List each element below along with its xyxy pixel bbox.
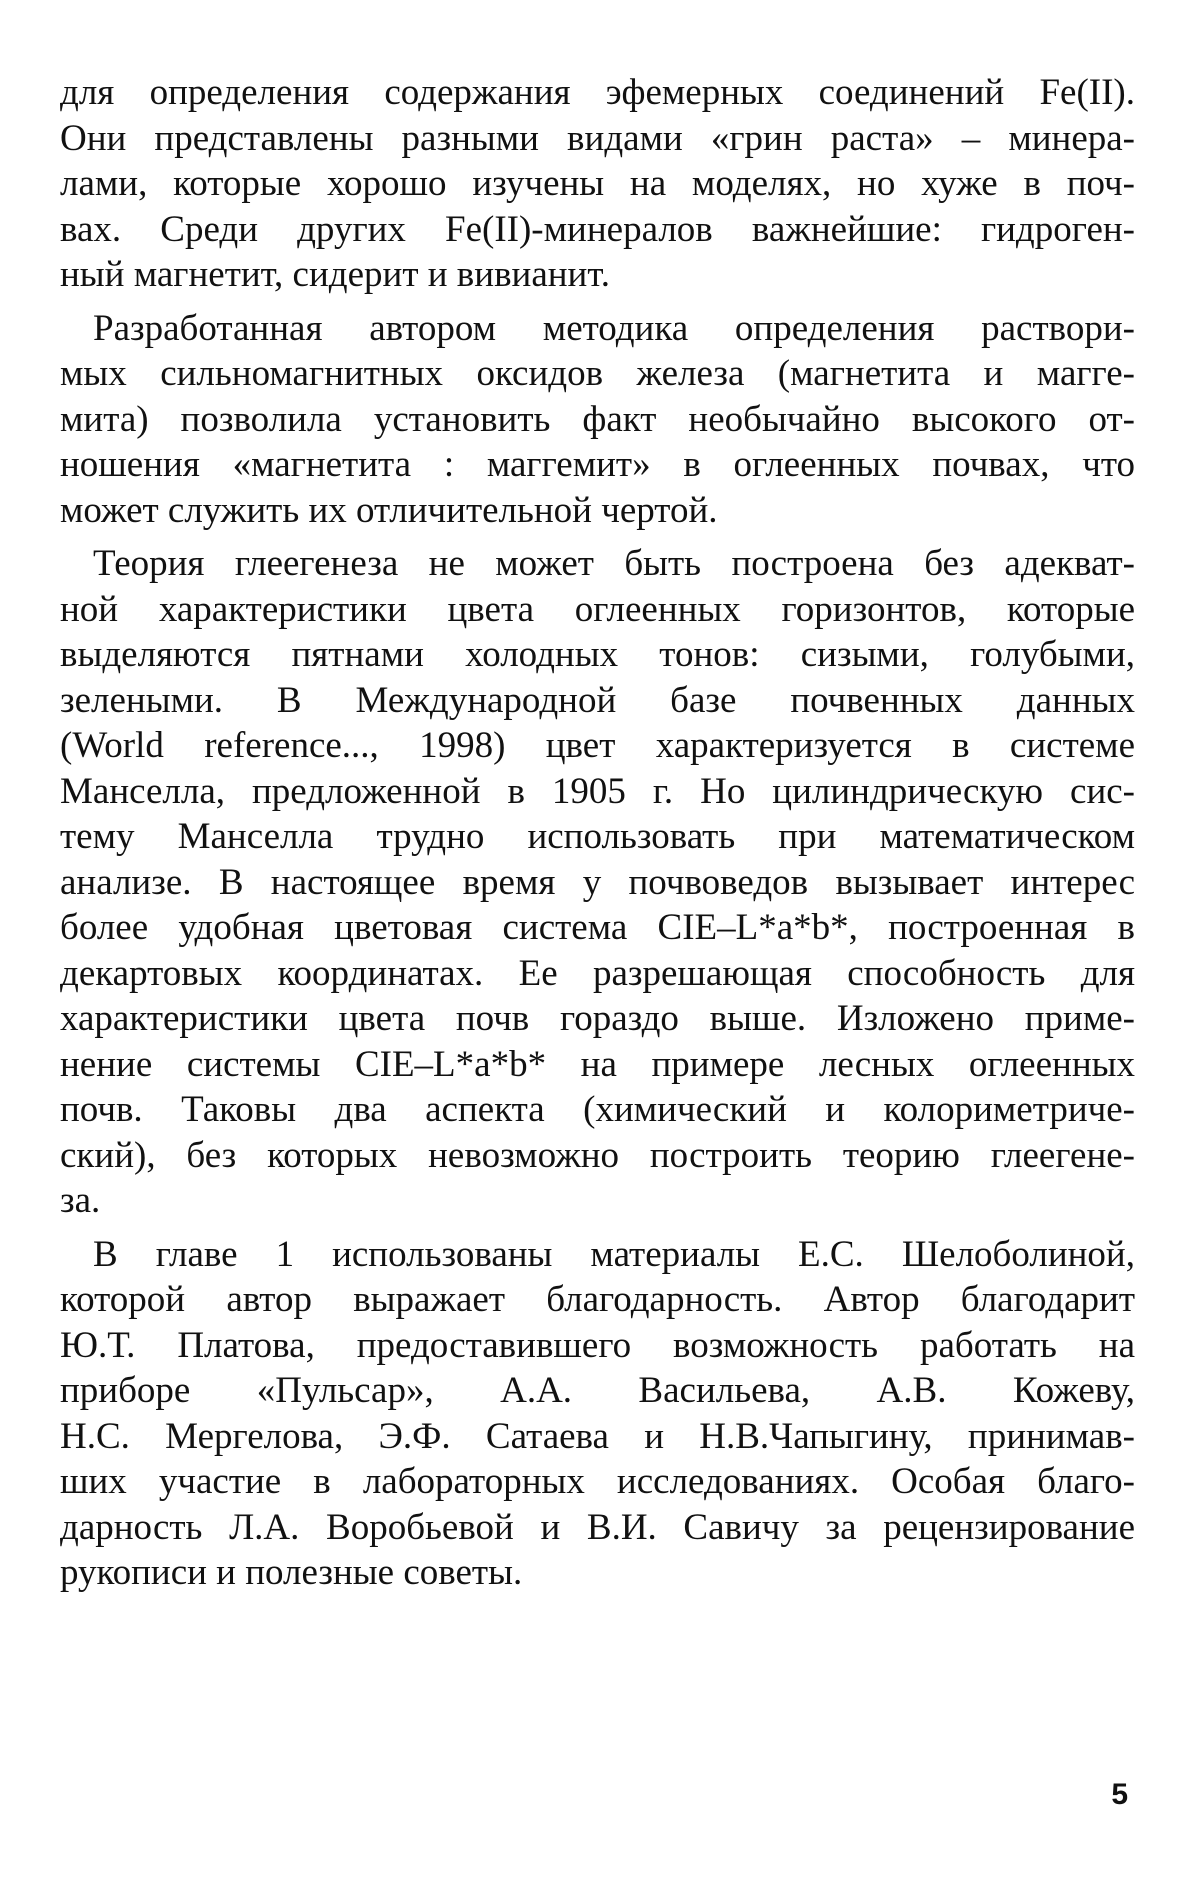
text-line: ский), без которых невозможно построить теорию глеегене- (60, 1134, 1135, 1176)
paragraph-1 (60, 70, 1135, 298)
text-line: может служить их отличительной чертой. (60, 489, 718, 531)
text-line: за. (60, 1180, 101, 1221)
text-line: Манселла, предложенной в 1905 г. Но цилиндрическую сис- (60, 770, 1135, 812)
text-line: В главе 1 использованы материалы Е.С. Шелоболиной, (93, 1233, 1135, 1275)
text-line: ный магнетит, сидерит и вивианит. (60, 254, 610, 295)
paragraph-2 (60, 306, 1135, 534)
text-line: вах. Среди других Fe(II)-минералов важнейшие: гидроген- (60, 208, 1135, 250)
text-line: почв. Таковы два аспекта (химический и колориметриче- (60, 1089, 1135, 1130)
text-line: зелеными. В Международной базе почвенных данных (60, 679, 1135, 721)
text-line: декартовых координатах. Ее разрешающая способность для (60, 952, 1135, 994)
text-line: более удобная цветовая система CIE–L*a*b*, построенная в (60, 907, 1135, 948)
text-line: ших участие в лабораторных исследованиях. Особая благо- (60, 1461, 1135, 1502)
text-line: Они представлены разными видами «грин раста» – минера- (60, 117, 1135, 159)
text-line: (World reference..., 1998) цвет характеризуется в системе (60, 725, 1135, 766)
paragraph-3 (60, 541, 1135, 1224)
text-line: лами, которые хорошо изучены на моделях, но хуже в поч- (60, 163, 1135, 204)
text-line: Н.С. Мергелова, Э.Ф. Сатаева и Н.В.Чапыгину, принимав- (60, 1415, 1135, 1457)
text-line: ной характеристики цвета оглеенных горизонтов, которые (60, 588, 1135, 630)
page-number: 5 (1111, 1778, 1128, 1811)
text-line: ношения «магнетита : маггемит» в оглеенных почвах, что (60, 444, 1135, 485)
text-line: дарность Л.А. Воробьевой и В.И. Савичу за рецензирование (60, 1506, 1135, 1548)
text-line: для определения содержания эфемерных соединений Fe(II). (60, 72, 1135, 113)
paragraph-4 (60, 1232, 1135, 1596)
text-line: характеристики цвета почв гораздо выше. Изложено приме- (60, 998, 1135, 1039)
text-line: анализе. В настоящее время у почвоведов вызывает интерес (60, 861, 1135, 903)
text-line: Разработанная автором методика определения раствори- (93, 307, 1135, 349)
text-line: Ю.Т. Платова, предоставившего возможность работать на (60, 1324, 1135, 1366)
text-line: которой автор выражает благодарность. Автор благодарит (60, 1279, 1135, 1320)
body-text (60, 70, 1135, 1596)
text-line: тему Манселла трудно использовать при математическом (60, 816, 1135, 857)
text-line: рукописи и полезные советы. (60, 1552, 523, 1593)
text-line: нение системы CIE–L*a*b* на примере лесных оглеенных (60, 1043, 1135, 1085)
text-line: мита) позволила установить факт необычайно высокого от- (60, 398, 1135, 440)
text-line: приборе «Пульсар», А.А. Васильева, А.В. Кожеву, (60, 1370, 1135, 1411)
text-line: выделяются пятнами холодных тонов: сизыми, голубыми, (60, 634, 1135, 675)
text-line: мых сильномагнитных оксидов железа (магнетита и магге- (60, 353, 1135, 394)
text-line: Теория глеегенеза не может быть построена без адекват- (93, 543, 1135, 584)
